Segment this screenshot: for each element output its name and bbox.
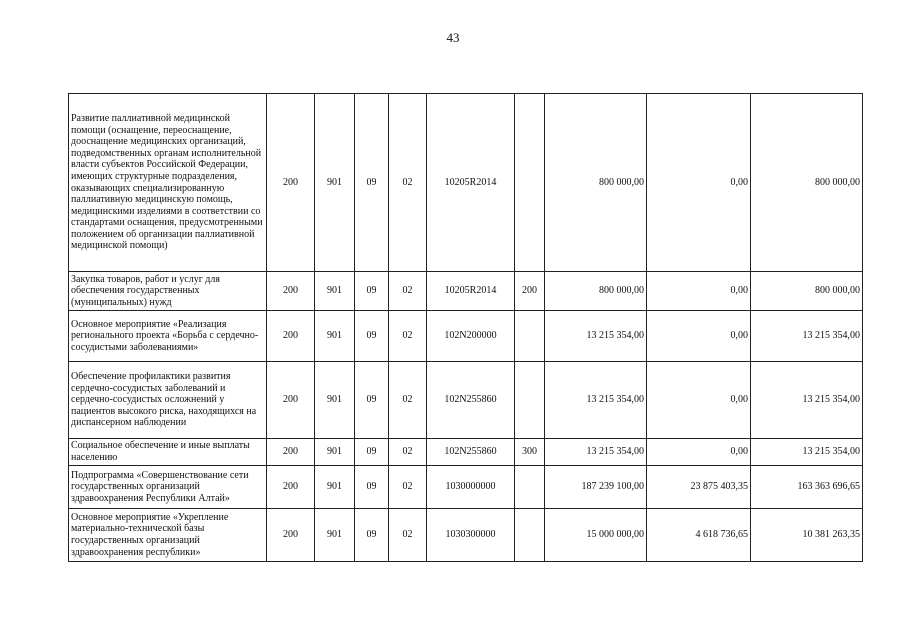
cell-section: 09	[355, 311, 389, 362]
cell-section: 09	[355, 94, 389, 272]
cell-target-article: 102N200000	[427, 311, 515, 362]
row-name: Основное мероприятие «Реализация регионального проекта «Борьба с сердечно-сосудистыми заболеваниями»	[69, 311, 267, 362]
cell-subsection: 02	[389, 466, 427, 509]
cell-expense-type	[515, 311, 545, 362]
row-name: Основное мероприятие «Укрепление материально-технической базы государственных организаций здравоохранения республики»	[69, 509, 267, 562]
table-row	[69, 439, 863, 466]
cell-expense-type	[515, 362, 545, 439]
cell-subsection: 02	[389, 362, 427, 439]
row-name: Подпрограмма «Совершенствование сети государственных организаций здравоохранения Республики Алтай»	[69, 466, 267, 509]
cell-section: 09	[355, 439, 389, 466]
cell-section: 09	[355, 272, 389, 311]
cell-amount-1: 187 239 100,00	[545, 466, 647, 509]
cell-amount-3: 800 000,00	[751, 94, 863, 272]
cell-amount-3: 13 215 354,00	[751, 439, 863, 466]
cell-ministry-code: 901	[315, 439, 355, 466]
table-row	[69, 94, 863, 272]
table-row	[69, 272, 863, 311]
cell-expense-type	[515, 94, 545, 272]
cell-ministry-code: 901	[315, 94, 355, 272]
cell-amount-1: 800 000,00	[545, 272, 647, 311]
cell-admin-code: 200	[267, 439, 315, 466]
cell-admin-code: 200	[267, 272, 315, 311]
cell-amount-3: 13 215 354,00	[751, 311, 863, 362]
table-row	[69, 311, 863, 362]
cell-admin-code: 200	[267, 94, 315, 272]
table-row	[69, 509, 863, 562]
cell-admin-code: 200	[267, 466, 315, 509]
cell-amount-3: 800 000,00	[751, 272, 863, 311]
cell-amount-3: 13 215 354,00	[751, 362, 863, 439]
cell-amount-3: 10 381 263,35	[751, 509, 863, 562]
cell-target-article: 102N255860	[427, 439, 515, 466]
row-name: Развитие паллиативной медицинской помощи (оснащение, переоснащение, дооснащение медицинских организаций, подведомственных органам исполнительной власти субъектов Российской Федерации, имеющих структурные подразделения, оказывающих специализированную паллиативную медицинскую помощь, медицинскими изделиями в соответствии со стандартами оснащения, предусмотренными положением об организации паллиативной медицинской помощи)	[69, 94, 267, 272]
table-row	[69, 466, 863, 509]
cell-admin-code: 200	[267, 509, 315, 562]
cell-ministry-code: 901	[315, 466, 355, 509]
cell-expense-type: 300	[515, 439, 545, 466]
cell-amount-2: 0,00	[647, 94, 751, 272]
cell-target-article: 1030000000	[427, 466, 515, 509]
cell-amount-1: 13 215 354,00	[545, 362, 647, 439]
cell-amount-2: 4 618 736,65	[647, 509, 751, 562]
cell-ministry-code: 901	[315, 509, 355, 562]
cell-subsection: 02	[389, 439, 427, 466]
cell-amount-2: 23 875 403,35	[647, 466, 751, 509]
cell-amount-1: 800 000,00	[545, 94, 647, 272]
cell-amount-1: 13 215 354,00	[545, 311, 647, 362]
cell-section: 09	[355, 509, 389, 562]
cell-target-article: 10205R2014	[427, 272, 515, 311]
cell-expense-type	[515, 509, 545, 562]
row-name: Закупка товаров, работ и услуг для обеспечения государственных (муниципальных) нужд	[69, 272, 267, 311]
cell-subsection: 02	[389, 94, 427, 272]
cell-section: 09	[355, 466, 389, 509]
cell-ministry-code: 901	[315, 311, 355, 362]
cell-target-article: 10205R2014	[427, 94, 515, 272]
row-name: Обеспечение профилактики развития сердечно-сосудистых заболеваний и сердечно-сосудистых осложнений у пациентов высокого риска, находящихся на диспансерном наблюдении	[69, 362, 267, 439]
cell-admin-code: 200	[267, 311, 315, 362]
cell-amount-2: 0,00	[647, 272, 751, 311]
cell-subsection: 02	[389, 272, 427, 311]
cell-subsection: 02	[389, 311, 427, 362]
cell-admin-code: 200	[267, 362, 315, 439]
cell-ministry-code: 901	[315, 272, 355, 311]
cell-ministry-code: 901	[315, 362, 355, 439]
cell-target-article: 1030300000	[427, 509, 515, 562]
table-row	[69, 362, 863, 439]
cell-amount-3: 163 363 696,65	[751, 466, 863, 509]
cell-expense-type	[515, 466, 545, 509]
cell-expense-type: 200	[515, 272, 545, 311]
cell-amount-2: 0,00	[647, 362, 751, 439]
cell-amount-1: 15 000 000,00	[545, 509, 647, 562]
cell-section: 09	[355, 362, 389, 439]
cell-amount-1: 13 215 354,00	[545, 439, 647, 466]
cell-subsection: 02	[389, 509, 427, 562]
row-name: Социальное обеспечение и иные выплаты населению	[69, 439, 267, 466]
budget-table	[68, 93, 863, 562]
cell-amount-2: 0,00	[647, 439, 751, 466]
page-number: 43	[446, 30, 460, 45]
cell-amount-2: 0,00	[647, 311, 751, 362]
cell-target-article: 102N255860	[427, 362, 515, 439]
